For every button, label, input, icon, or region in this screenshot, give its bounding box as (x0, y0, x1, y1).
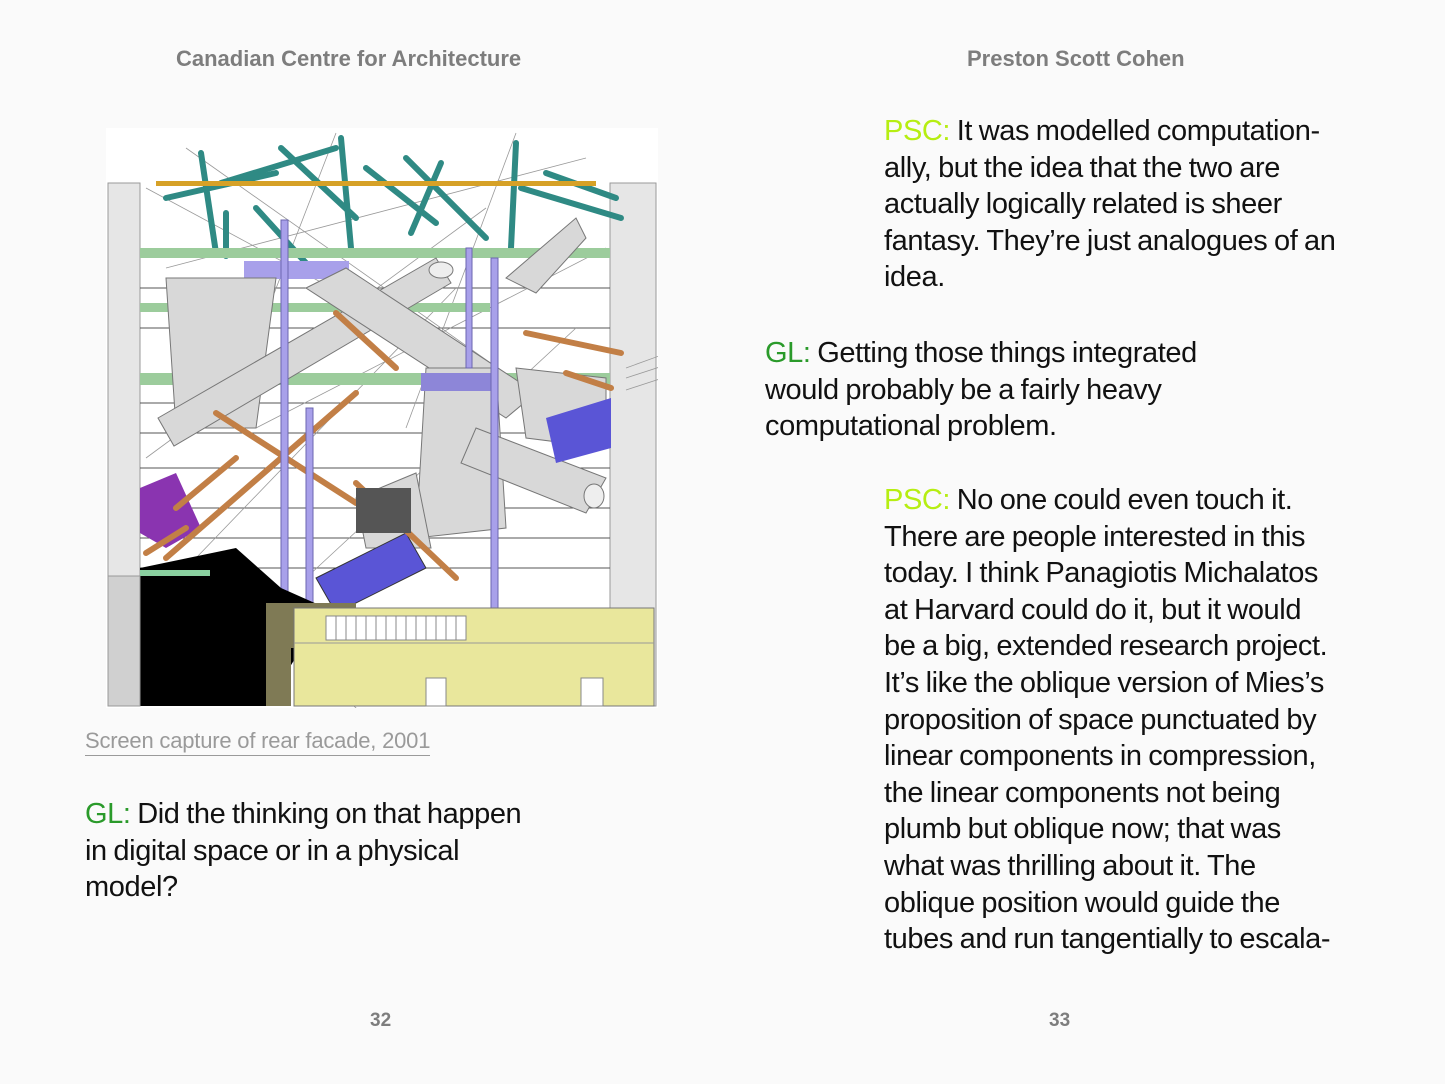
text-line: in digital space or in a physical (85, 834, 460, 867)
text-line: what was thrilling about it. The (884, 849, 1256, 882)
text-line: There are people interested in this (884, 520, 1306, 553)
speaker-label-psc: PSC: (884, 115, 951, 147)
text-line: the linear components not being (884, 776, 1281, 809)
facade-render-image (106, 128, 658, 708)
figure-caption: Screen capture of rear facade, 2001 (85, 728, 430, 756)
text-line: plumb but oblique now; that was (884, 813, 1281, 846)
text-line: today. I think Panagiotis Michalatos (884, 557, 1319, 590)
text-line: at Harvard could do it, but it would (884, 593, 1302, 626)
text-line: actually logically related is sheer (884, 188, 1282, 221)
text-line: ally, but the idea that the two are (884, 151, 1281, 184)
facade-render-figure (106, 128, 658, 708)
text-line: tubes and run tangentially to escala- (884, 923, 1331, 956)
text-line: proposition of space punctuated by (884, 703, 1317, 736)
running-head-right: Preston Scott Cohen (967, 46, 1185, 71)
text-line: model? (85, 871, 178, 904)
text-line: linear components in compression, (884, 740, 1316, 773)
text-line: computational problem. (765, 410, 1057, 443)
speaker-label-gl: GL: (765, 337, 811, 369)
paragraph-psc-1 (884, 113, 1404, 296)
text-line: No one could even touch it. (956, 484, 1293, 516)
text-line: It was modelled computation- (956, 115, 1320, 147)
text-line: Did the thinking on that happen (137, 798, 522, 830)
text-line: idea. (884, 261, 945, 294)
page-number-left: 32 (370, 1010, 392, 1031)
speaker-label-psc: PSC: (884, 484, 951, 516)
text-line: fantasy. They’re just analogues of an (884, 224, 1336, 257)
page-number-right: 33 (1049, 1010, 1071, 1031)
speaker-label-gl: GL: (85, 798, 131, 830)
paragraph-psc-3 (884, 482, 1404, 958)
text-line: oblique position would guide the (884, 886, 1280, 919)
text-line: It’s like the oblique version of Mies’s (884, 666, 1324, 699)
paragraph-gl-2 (765, 335, 1285, 445)
text-line: Getting those things integrated (817, 337, 1197, 369)
paragraph-gl-4 (85, 796, 645, 906)
running-head-left: Canadian Centre for Architecture (176, 46, 522, 71)
text-line: be a big, extended research project. (884, 630, 1328, 663)
text-line: would probably be a fairly heavy (765, 373, 1162, 406)
